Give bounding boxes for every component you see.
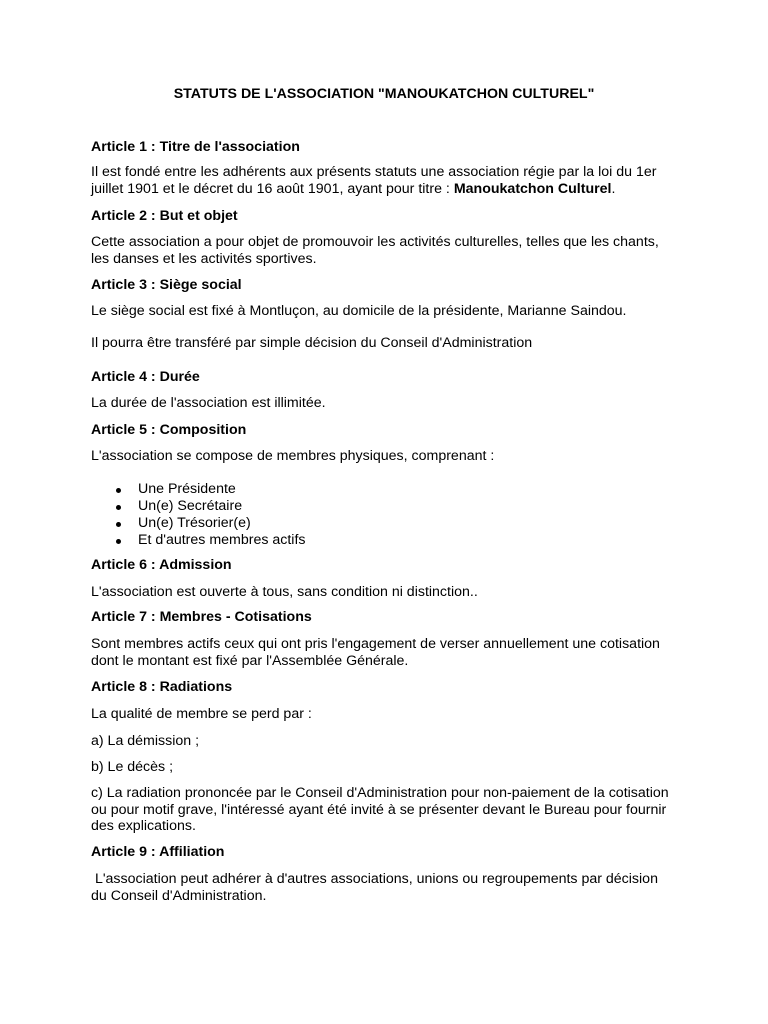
article-8-item-b: b) Le décès ; [91,759,174,775]
article-1-heading: Article 1 : Titre de l'association [91,139,300,155]
bullet-icon [116,505,121,510]
article-1-text [91,164,691,197]
article-7-line-2: dont le montant est fixé par l'Assemblée Générale. [91,652,409,669]
article-8-item-c-line-1: c) La radiation prononcée par le Conseil d'Administration pour non-paiement de la cotisation [91,785,669,801]
article-9-line-2: du Conseil d'Administration. [91,887,267,904]
article-7-line-1: Sont membres actifs ceux qui ont pris l'engagement de verser annuellement une cotisation [91,636,660,652]
article-7-text [91,636,691,669]
article-9-heading: Article 9 : Affiliation [91,844,225,860]
members-list [91,481,306,549]
article-1-line-1: Il est fondé entre les adhérents aux présents statuts une association régie par la loi du 1er [91,164,657,180]
article-2-text [91,234,691,267]
article-3-para-1: Le siège social est fixé à Montluçon, au domicile de la présidente, Marianne Saindou. [91,303,627,319]
article-8-item-c-line-2: ou pour motif grave, l'intéressé ayant été invité à se présenter devant le Bureau pour fournir [91,801,667,818]
article-1-line-2: juillet 1901 et le décret du 16 août 1901, ayant pour titre : Manoukatchon Culturel. [91,180,616,197]
article-8-intro: La qualité de membre se perd par : [91,706,312,722]
article-8-heading: Article 8 : Radiations [91,679,233,695]
article-5-para-1: L'association se compose de membres physiques, comprenant : [91,448,495,464]
article-9-line-1: L'association peut adhérer à d'autres associations, unions ou regroupements par décision [91,871,658,887]
article-2-line-2: les danses et les activités sportives. [91,250,317,267]
article-5-heading: Article 5 : Composition [91,422,247,438]
article-7-heading: Article 7 : Membres - Cotisations [91,609,312,625]
bullet-icon [116,522,121,527]
article-8-item-c [91,785,691,835]
article-6-para-1: L'association est ouverte à tous, sans condition ni distinction.. [91,584,478,600]
list-item: Une Présidente [91,481,306,498]
article-8-item-c-line-3: des explications. [91,818,196,834]
bullet-icon [116,488,121,493]
list-item: Et d'autres membres actifs [91,532,306,549]
article-2-line-1: Cette association a pour objet de promouvoir les activités culturelles, telles que les chants, [91,234,659,250]
document-title: STATUTS DE L'ASSOCIATION "MANOUKATCHON CULTUREL" [173,86,595,102]
article-6-heading: Article 6 : Admission [91,557,232,573]
article-8-item-a: a) La démission ; [91,733,200,749]
association-name: Manoukatchon Culturel [453,180,612,197]
article-9-text [91,871,691,904]
article-3-para-2: Il pourra être transféré par simple décision du Conseil d'Administration [91,335,533,351]
article-4-para-1: La durée de l'association est illimitée. [91,395,326,411]
bullet-icon [116,539,121,544]
list-item: Un(e) Trésorier(e) [91,515,306,532]
article-4-heading: Article 4 : Durée [91,369,200,385]
article-2-heading: Article 2 : But et objet [91,208,238,224]
list-item: Un(e) Secrétaire [91,498,306,515]
article-3-heading: Article 3 : Siège social [91,277,242,293]
